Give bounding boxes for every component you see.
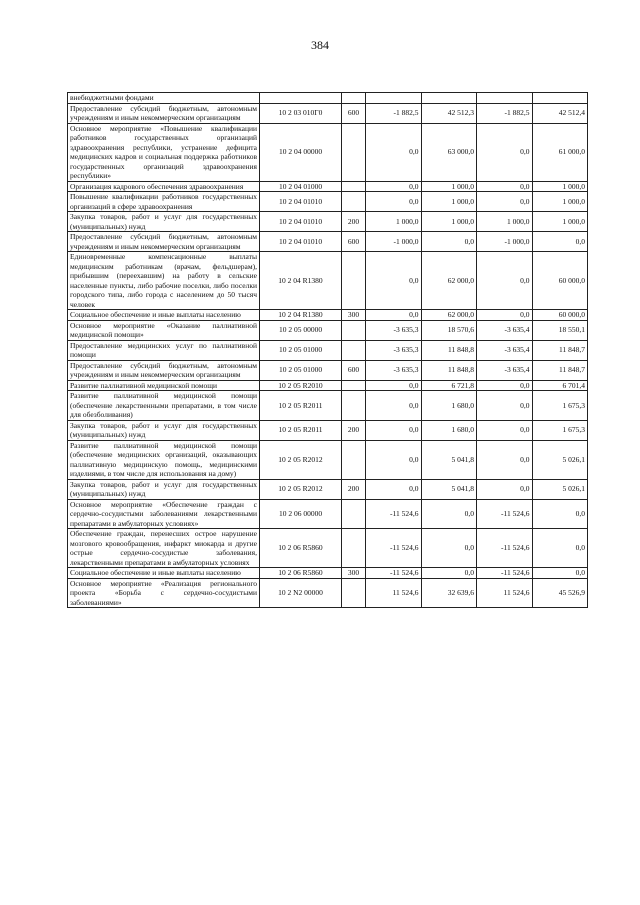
amount-total-year1-cell: 1 680,0 [421, 391, 477, 421]
amount-total-year1-cell: 62 000,0 [421, 310, 477, 321]
amount-total-year1-cell: 5 041,8 [421, 440, 477, 479]
amount-change-year2-cell: 0,0 [477, 391, 533, 421]
amount-total-year1-cell: 1 680,0 [421, 420, 477, 440]
amount-total-year2-cell: 60 000,0 [532, 252, 588, 310]
target-article-code-cell: 10 2 N2 00000 [260, 578, 342, 608]
expense-type-cell [342, 181, 366, 192]
table-row [68, 340, 588, 360]
target-article-code-cell: 10 2 06 00000 [260, 499, 342, 529]
table-row [68, 529, 588, 568]
amount-total-year2-cell: 11 848,7 [532, 340, 588, 360]
amount-change-year1-cell: 0,0 [366, 391, 422, 421]
amount-change-year1-cell [366, 93, 422, 104]
amount-change-year2-cell: -3 635,4 [477, 320, 533, 340]
amount-total-year1-cell: 1 000,0 [421, 212, 477, 232]
expense-name-cell: Основное мероприятие «Реализация регионального проекта «Борьба с сердечно-сосудистыми заболеваниями» [68, 578, 260, 608]
amount-total-year1-cell: 6 721,8 [421, 380, 477, 391]
expense-name-cell: Развитие паллиативной медицинской помощи (обеспечение лекарственными препаратами, в том числе для обезболивания) [68, 391, 260, 421]
amount-change-year2-cell: -1 000,0 [477, 232, 533, 252]
amount-total-year1-cell: 0,0 [421, 568, 477, 579]
amount-total-year2-cell: 61 000,0 [532, 123, 588, 181]
amount-total-year2-cell: 0,0 [532, 499, 588, 529]
expense-name-cell: внебюджетными фондами [68, 93, 260, 104]
amount-total-year1-cell: 1 000,0 [421, 192, 477, 212]
expense-name-cell: Закупка товаров, работ и услуг для государственных (муниципальных) нужд [68, 212, 260, 232]
amount-change-year1-cell: -3 635,3 [366, 340, 422, 360]
amount-change-year1-cell: 0,0 [366, 192, 422, 212]
page-number: 384 [311, 38, 329, 52]
amount-change-year1-cell: 0,0 [366, 440, 422, 479]
amount-total-year1-cell: 63 000,0 [421, 123, 477, 181]
amount-change-year2-cell: 0,0 [477, 192, 533, 212]
amount-change-year2-cell: -11 524,6 [477, 568, 533, 579]
amount-change-year2-cell: 0,0 [477, 380, 533, 391]
amount-total-year1-cell: 5 041,8 [421, 479, 477, 499]
amount-total-year1-cell: 11 848,8 [421, 360, 477, 380]
target-article-code-cell: 10 2 05 R2010 [260, 380, 342, 391]
expense-type-cell: 200 [342, 420, 366, 440]
amount-change-year2-cell: -11 524,6 [477, 499, 533, 529]
expense-type-cell [342, 93, 366, 104]
target-article-code-cell: 10 2 05 R2012 [260, 479, 342, 499]
expense-name-cell: Социальное обеспечение и иные выплаты населению [68, 310, 260, 321]
amount-total-year2-cell [532, 93, 588, 104]
table-row [68, 360, 588, 380]
target-article-code-cell: 10 2 04 00000 [260, 123, 342, 181]
amount-change-year2-cell: 0,0 [477, 420, 533, 440]
expense-name-cell: Обеспечение граждан, перенесших острое нарушение мозгового кровообращения, инфаркт миокарда и другие острые сердечно-сосудистые заболевания, лекарственными препаратами в амбулаторных условиях [68, 529, 260, 568]
target-article-code-cell: 10 2 05 01000 [260, 340, 342, 360]
expense-type-cell [342, 192, 366, 212]
amount-total-year2-cell: 5 026,1 [532, 479, 588, 499]
amount-change-year1-cell: -3 635,3 [366, 360, 422, 380]
expense-type-cell [342, 529, 366, 568]
target-article-code-cell: 10 2 05 R2012 [260, 440, 342, 479]
amount-total-year2-cell: 60 000,0 [532, 310, 588, 321]
amount-change-year2-cell: 1 000,0 [477, 212, 533, 232]
amount-total-year2-cell: 0,0 [532, 568, 588, 579]
expense-type-cell [342, 499, 366, 529]
table-row [68, 310, 588, 321]
table-row [68, 232, 588, 252]
amount-total-year2-cell: 42 512,4 [532, 103, 588, 123]
amount-change-year1-cell: -1 882,5 [366, 103, 422, 123]
table-row [68, 320, 588, 340]
target-article-code-cell: 10 2 04 01010 [260, 212, 342, 232]
amount-change-year1-cell: 0,0 [366, 479, 422, 499]
table-row [68, 181, 588, 192]
expense-name-cell: Предоставление медицинских услуг по паллиативной помощи [68, 340, 260, 360]
target-article-code-cell: 10 2 04 01010 [260, 192, 342, 212]
expense-name-cell: Закупка товаров, работ и услуг для государственных (муниципальных) нужд [68, 479, 260, 499]
expense-name-cell: Закупка товаров, работ и услуг для государственных (муниципальных) нужд [68, 420, 260, 440]
expense-type-cell [342, 391, 366, 421]
amount-total-year2-cell: 45 526,9 [532, 578, 588, 608]
amount-change-year1-cell: -11 524,6 [366, 568, 422, 579]
amount-total-year1-cell: 11 848,8 [421, 340, 477, 360]
amount-change-year1-cell: -11 524,6 [366, 499, 422, 529]
target-article-code-cell: 10 2 05 00000 [260, 320, 342, 340]
amount-total-year1-cell: 1 000,0 [421, 181, 477, 192]
target-article-code-cell: 10 2 04 R1380 [260, 310, 342, 321]
expense-name-cell: Единовременные компенсационные выплаты медицинским работникам (врачам, фельдшерам), прибывшим (переехавшим) на работу в сельские населенные пункты, либо рабочие поселки, либо поселки городского типа, либо города с населением до 50 тысяч человек [68, 252, 260, 310]
amount-change-year2-cell: 0,0 [477, 440, 533, 479]
table-row [68, 212, 588, 232]
amount-change-year2-cell: 0,0 [477, 479, 533, 499]
amount-total-year1-cell: 32 639,6 [421, 578, 477, 608]
expense-type-cell [342, 123, 366, 181]
amount-total-year2-cell: 11 848,7 [532, 360, 588, 380]
expense-type-cell: 300 [342, 568, 366, 579]
amount-change-year2-cell: 0,0 [477, 181, 533, 192]
expense-name-cell: Основное мероприятие «Повышение квалификации работников государственных организаций здравоохранения республики, устранение дефицита медицинских кадров и социальная поддержка работников государственных организаций здравоохранения республики» [68, 123, 260, 181]
amount-change-year1-cell: 1 000,0 [366, 212, 422, 232]
amount-total-year2-cell: 18 550,1 [532, 320, 588, 340]
expense-name-cell: Предоставление субсидий бюджетным, автономным учреждениям и иным некоммерческим организациям [68, 360, 260, 380]
amount-total-year2-cell: 1 675,3 [532, 391, 588, 421]
target-article-code-cell: 10 2 04 01000 [260, 181, 342, 192]
amount-total-year2-cell: 1 675,3 [532, 420, 588, 440]
table-row [68, 192, 588, 212]
amount-change-year2-cell: -3 635,4 [477, 340, 533, 360]
expense-type-cell [342, 380, 366, 391]
expense-type-cell: 200 [342, 212, 366, 232]
amount-total-year2-cell: 0,0 [532, 529, 588, 568]
amount-change-year2-cell: 0,0 [477, 123, 533, 181]
expense-name-cell: Социальное обеспечение и иные выплаты населению [68, 568, 260, 579]
expense-type-cell: 300 [342, 310, 366, 321]
table-row [68, 568, 588, 579]
amount-total-year2-cell: 1 000,0 [532, 181, 588, 192]
amount-change-year1-cell: 0,0 [366, 310, 422, 321]
table-row [68, 391, 588, 421]
amount-change-year1-cell: -3 635,3 [366, 320, 422, 340]
expense-type-cell [342, 252, 366, 310]
expense-name-cell: Основное мероприятие «Оказание паллиативной медицинской помощи» [68, 320, 260, 340]
amount-total-year1-cell: 42 512,3 [421, 103, 477, 123]
amount-change-year1-cell: 0,0 [366, 252, 422, 310]
amount-total-year2-cell: 5 026,1 [532, 440, 588, 479]
amount-total-year2-cell: 0,0 [532, 232, 588, 252]
expense-type-cell: 600 [342, 103, 366, 123]
table-row [68, 420, 588, 440]
budget-table [67, 92, 588, 608]
amount-total-year2-cell: 1 000,0 [532, 212, 588, 232]
amount-change-year1-cell: 0,0 [366, 420, 422, 440]
amount-total-year1-cell: 18 570,6 [421, 320, 477, 340]
amount-change-year1-cell: -11 524,6 [366, 529, 422, 568]
expense-name-cell: Развитие паллиативной медицинской помощи (обеспечение медицинских организаций, оказывающих паллиативную медицинскую помощь, медицинскими изделиями, в том числе для использования на дому) [68, 440, 260, 479]
table-row [68, 103, 588, 123]
expense-type-cell [342, 440, 366, 479]
amount-total-year1-cell: 0,0 [421, 529, 477, 568]
expense-type-cell: 600 [342, 360, 366, 380]
table-row [68, 440, 588, 479]
target-article-code-cell: 10 2 03 010Г0 [260, 103, 342, 123]
target-article-code-cell: 10 2 05 R2011 [260, 420, 342, 440]
target-article-code-cell: 10 2 06 R5860 [260, 568, 342, 579]
amount-change-year2-cell: -1 882,5 [477, 103, 533, 123]
table-row [68, 252, 588, 310]
amount-total-year2-cell: 1 000,0 [532, 192, 588, 212]
target-article-code-cell [260, 93, 342, 104]
amount-change-year2-cell: 11 524,6 [477, 578, 533, 608]
expense-name-cell: Организация кадрового обеспечения здравоохранения [68, 181, 260, 192]
amount-total-year1-cell: 0,0 [421, 232, 477, 252]
budget-table-body [68, 93, 588, 608]
amount-total-year2-cell: 6 701,4 [532, 380, 588, 391]
table-row [68, 93, 588, 104]
expense-name-cell: Предоставление субсидий бюджетным, автономным учреждениям и иным некоммерческим организациям [68, 103, 260, 123]
expense-name-cell: Основное мероприятие «Обеспечение граждан с сердечно-сосудистыми заболеваниями лекарственными препаратами в амбулаторных условиях» [68, 499, 260, 529]
amount-change-year2-cell: -11 524,6 [477, 529, 533, 568]
expense-type-cell [342, 320, 366, 340]
amount-change-year2-cell: -3 635,4 [477, 360, 533, 380]
amount-change-year1-cell: 0,0 [366, 181, 422, 192]
table-row [68, 499, 588, 529]
amount-change-year1-cell: 0,0 [366, 123, 422, 181]
amount-total-year1-cell [421, 93, 477, 104]
expense-type-cell: 200 [342, 479, 366, 499]
amount-change-year2-cell: 0,0 [477, 252, 533, 310]
target-article-code-cell: 10 2 05 R2011 [260, 391, 342, 421]
amount-change-year2-cell [477, 93, 533, 104]
table-row [68, 123, 588, 181]
expense-name-cell: Предоставление субсидий бюджетным, автономным учреждениям и иным некоммерческим организациям [68, 232, 260, 252]
amount-change-year2-cell: 0,0 [477, 310, 533, 321]
amount-total-year1-cell: 62 000,0 [421, 252, 477, 310]
expense-type-cell [342, 340, 366, 360]
expense-type-cell [342, 578, 366, 608]
amount-change-year1-cell: -1 000,0 [366, 232, 422, 252]
expense-name-cell: Развитие паллиативной медицинской помощи [68, 380, 260, 391]
target-article-code-cell: 10 2 06 R5860 [260, 529, 342, 568]
amount-change-year1-cell: 0,0 [366, 380, 422, 391]
expense-type-cell: 600 [342, 232, 366, 252]
target-article-code-cell: 10 2 04 01010 [260, 232, 342, 252]
amount-change-year1-cell: 11 524,6 [366, 578, 422, 608]
table-row [68, 479, 588, 499]
expense-name-cell: Повышение квалификации работников государственных организаций в сфере здравоохранения [68, 192, 260, 212]
amount-total-year1-cell: 0,0 [421, 499, 477, 529]
table-row [68, 380, 588, 391]
target-article-code-cell: 10 2 05 01000 [260, 360, 342, 380]
target-article-code-cell: 10 2 04 R1380 [260, 252, 342, 310]
table-row [68, 578, 588, 608]
